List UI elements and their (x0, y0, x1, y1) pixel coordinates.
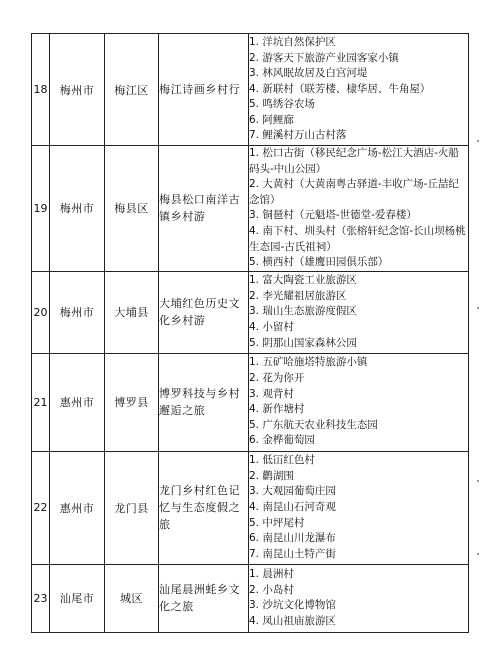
table-row (32, 564, 469, 632)
city-cell: 惠州市 (50, 451, 105, 564)
table-row (32, 353, 469, 451)
spot-item: 5. 中坪尾村 (249, 516, 305, 529)
table-row (32, 34, 469, 146)
spot-item: 5. 广东航天农业科技生态园 (249, 418, 378, 431)
row-number: 18 (32, 34, 50, 146)
margin-mark (477, 307, 479, 309)
spot-item: 4. 小留村 (249, 321, 294, 334)
spot-item: 3. 瑞山生态旅游度假区 (249, 305, 357, 318)
spot-item: 7. 南昆山土特产街 (249, 547, 336, 560)
spots-cell (249, 353, 469, 451)
district-cell: 梅江区 (105, 34, 159, 146)
route-name-cell: 汕尾晨洲蚝乡文化之旅 (159, 564, 249, 632)
spot-item: 1. 晨洲村 (249, 568, 294, 581)
district-cell: 龙门县 (105, 451, 159, 564)
spots-cell (249, 271, 469, 353)
city-cell: 惠州市 (50, 353, 105, 451)
spot-item: 4. 新作塘村 (249, 403, 305, 416)
spots-cell (249, 146, 469, 272)
city-cell: 汕尾市 (50, 564, 105, 632)
margin-mark (477, 480, 479, 482)
district-cell: 大埔县 (105, 271, 159, 353)
spot-item: 1. 富大陶瓷工业旅游区 (249, 274, 357, 287)
spot-item: 3. 铜琶村（元魁塔-世德堂-爱春楼） (249, 209, 417, 222)
spot-item: 1. 低冚红色村 (249, 454, 315, 467)
row-number: 19 (32, 146, 50, 272)
city-cell: 梅州市 (50, 34, 105, 146)
district-cell: 城区 (105, 564, 159, 632)
spot-item: 3. 观背村 (249, 387, 294, 400)
row-number: 20 (32, 271, 50, 353)
spot-item: 2. 鹳湖围 (249, 469, 294, 482)
spot-item: 2. 游客天下旅游产业园客家小镇 (249, 51, 399, 64)
row-number: 21 (32, 353, 50, 451)
route-name-cell: 梅江诗画乡村行 (159, 34, 249, 146)
row-number: 22 (32, 451, 50, 564)
spot-item: 4. 南下村、圳头村（张榕轩纪念馆-长山坝杨桃生态园-古氏祖祠） (249, 224, 466, 253)
spot-item: 2. 小岛村 (249, 583, 294, 596)
spot-item: 6. 阿鲤廊 (249, 113, 294, 126)
spot-item: 5. 横西村（雄鹰田园俱乐部） (249, 256, 389, 269)
spot-item: 1. 洋坑自然保护区 (249, 35, 336, 48)
route-name-cell: 龙门乡村红色记忆与生态度假之旅 (159, 451, 249, 564)
spot-item: 2. 大黄村（大黄南粤古驿道-丰收广场-丘喆纪念馆） (249, 178, 459, 206)
spots-cell (249, 451, 469, 564)
spot-item: 2. 花为你开 (249, 372, 305, 385)
route-name-cell: 大埔红色历史文化乡村游 (159, 271, 249, 353)
city-cell: 梅州市 (50, 271, 105, 353)
spot-item: 7. 鲤溪村万山古村落 (249, 129, 347, 142)
route-name-cell: 博罗科技与乡村邂逅之旅 (159, 353, 249, 451)
spot-item: 5. 阴那山国家森林公园 (249, 336, 357, 349)
city-cell: 梅州市 (50, 146, 105, 272)
table-row (32, 271, 469, 353)
spots-cell (249, 564, 469, 632)
spot-item: 1. 五矿哈施塔特旅游小镇 (249, 356, 368, 369)
district-cell: 博罗县 (105, 353, 159, 451)
rural-tourism-route-table (31, 33, 469, 633)
margin-mark (477, 553, 479, 555)
table-row (32, 451, 469, 564)
spot-item: 3. 林风眠故居及白宫河堤 (249, 67, 368, 80)
spot-item: 4. 凤山祖庙旅游区 (249, 614, 336, 627)
spot-item: 1. 松口古街（移民纪念广场-松江大酒店-火船码头-中山公园） (249, 147, 459, 175)
spot-item: 3. 沙坑文化博物馆 (249, 599, 336, 612)
spot-item: 6. 金桦葡萄园 (249, 434, 315, 447)
margin-mark (477, 140, 479, 142)
row-number: 23 (32, 564, 50, 632)
spot-item: 5. 鸣绣谷农场 (249, 98, 315, 111)
spots-cell (249, 34, 469, 146)
route-name-cell: 梅县松口南洋古镇乡村游 (159, 146, 249, 272)
table-row (32, 146, 469, 272)
spot-item: 6. 南昆山川龙瀑布 (249, 532, 336, 545)
spot-item: 4. 新联村（联芳楼、棣华居、牛角屋） (249, 82, 431, 95)
spot-item: 4. 南昆山石河奇观 (249, 500, 336, 513)
spot-item: 3. 大观园葡萄庄园 (249, 485, 336, 498)
spot-item: 2. 李光耀祖居旅游区 (249, 289, 347, 302)
district-cell: 梅县区 (105, 146, 159, 272)
